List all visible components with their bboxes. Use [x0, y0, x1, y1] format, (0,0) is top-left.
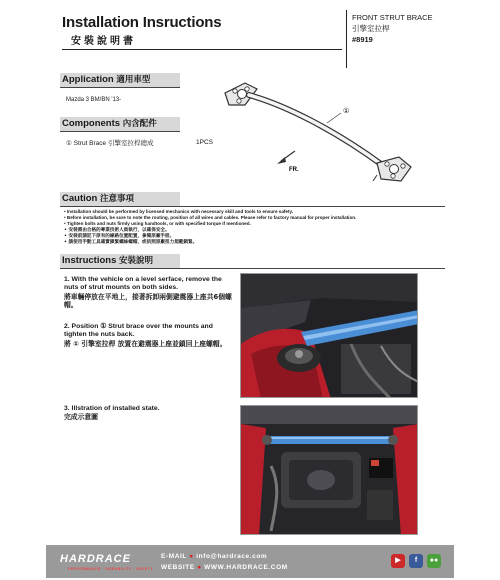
caution-item: • Tighten bolts and nuts firmly using handtools, or with specified torque if mentioned.	[64, 221, 444, 227]
header-divider	[346, 10, 347, 68]
components-rule	[60, 131, 180, 132]
step-2-text-zh: 將 ① 引擎室拉桿 放置在避震器上座並鎖回上座螺帽。	[64, 339, 227, 348]
brand-tagline: PERFORMANCE · DURABILITY · SAFETY	[68, 567, 154, 571]
caution-item-zh: • 請使用手動工具確實鎖緊螺絲螺帽，或依照原廠扭力規範鎖緊。	[64, 240, 444, 246]
component-quantity: 1PCS	[196, 139, 213, 146]
part-number: #8919	[352, 35, 373, 44]
instructions-heading-en: Instructions	[62, 255, 117, 266]
caution-heading-en: Caution	[62, 193, 98, 204]
header-rule	[62, 49, 342, 50]
components-heading-zh: 內含配件	[122, 119, 157, 129]
callout-number: ①	[343, 107, 350, 115]
application-heading-en: Application	[62, 74, 114, 85]
website-link[interactable]: WWW.HARDRACE.COM	[204, 564, 288, 571]
front-direction-label: FR.	[289, 167, 299, 173]
step-1	[64, 276, 234, 309]
document-title: Installation Insructions	[62, 14, 222, 31]
component-item	[66, 139, 153, 149]
caution-list	[64, 209, 444, 246]
application-rule	[60, 87, 180, 88]
footer-email	[161, 553, 267, 560]
brace-bar	[249, 95, 385, 167]
footer-website	[161, 564, 288, 571]
website-label: WEBSITE	[161, 564, 195, 571]
installed-state-photo	[240, 405, 418, 535]
step-3	[64, 405, 234, 422]
caution-item: • Installation should be performed by licensed mechanics with necessary skill and tools to ensure safety.	[64, 209, 444, 215]
youtube-icon[interactable]: ▶	[391, 554, 405, 568]
application-heading	[60, 73, 180, 87]
caution-item: • Before installation, be sure to note the routing, position of all wires and cables. Please refer to factory manual for proper installation.	[64, 215, 444, 221]
caution-heading-zh: 注意事項	[100, 194, 135, 204]
product-name-zh: 引擎室拉桿	[352, 24, 390, 33]
instructions-heading-zh: 安裝說明	[119, 256, 154, 266]
engine-bay-illustration	[241, 406, 418, 535]
component-name: ① Strut Brace	[66, 140, 107, 147]
step-photo-strut-mount	[240, 273, 418, 398]
product-name: FRONT STRUT BRACE	[352, 13, 433, 22]
caution-item-zh: • 安裝前請記下原有的線路位置配置，參閱原廠手冊。	[64, 234, 444, 240]
email-link[interactable]: info@hardrace.com	[196, 553, 268, 560]
caution-rule	[60, 206, 445, 207]
instructions-heading	[60, 254, 180, 268]
strut-brace-diagram	[215, 75, 455, 195]
website-bullet-icon: ●	[197, 564, 202, 571]
facebook-icon[interactable]: f	[409, 554, 423, 568]
step-1-text: 1. With the vehicle on a level serface, remove the nuts of strut mounts on both sides.	[64, 276, 222, 292]
step-2-text: 2. Position ① Strut brace over the mounts and tighten the nuts back.	[64, 323, 213, 339]
step-3-text: 3. Illstration of installed state.	[64, 405, 160, 412]
components-heading-en: Components	[62, 118, 121, 129]
front-direction-arrow-icon	[277, 151, 295, 164]
application-heading-zh: 適用車型	[116, 75, 151, 85]
wechat-icon[interactable]: ●●	[427, 554, 441, 568]
step-3-text-zh: 完成示意圖	[64, 413, 98, 422]
strut-mount-illustration	[241, 274, 418, 398]
product-info	[352, 12, 433, 45]
step-1-text-zh: 將車輛停放在平地上，接著拆卸兩側避震器上座共6個螺帽。	[64, 292, 232, 309]
email-bullet-icon: ●	[189, 553, 194, 560]
brand-logo: HARDRACE	[60, 553, 131, 565]
caution-heading	[60, 192, 180, 206]
component-name-zh: 引擎室拉桿總成	[107, 139, 154, 147]
email-label: E-MAIL	[161, 553, 187, 560]
callout-leader	[327, 113, 341, 123]
components-heading	[60, 117, 180, 131]
footer	[46, 545, 454, 578]
caution-item-zh: • 安裝需由合格的專業技術人員執行，以確保安全。	[64, 228, 444, 234]
vehicle-fitment: Mazda 3 BM/BN '13-	[66, 97, 122, 103]
step-2	[64, 323, 234, 348]
instructions-rule	[60, 268, 445, 269]
document-subtitle-zh: 安裝說明書	[71, 36, 136, 47]
